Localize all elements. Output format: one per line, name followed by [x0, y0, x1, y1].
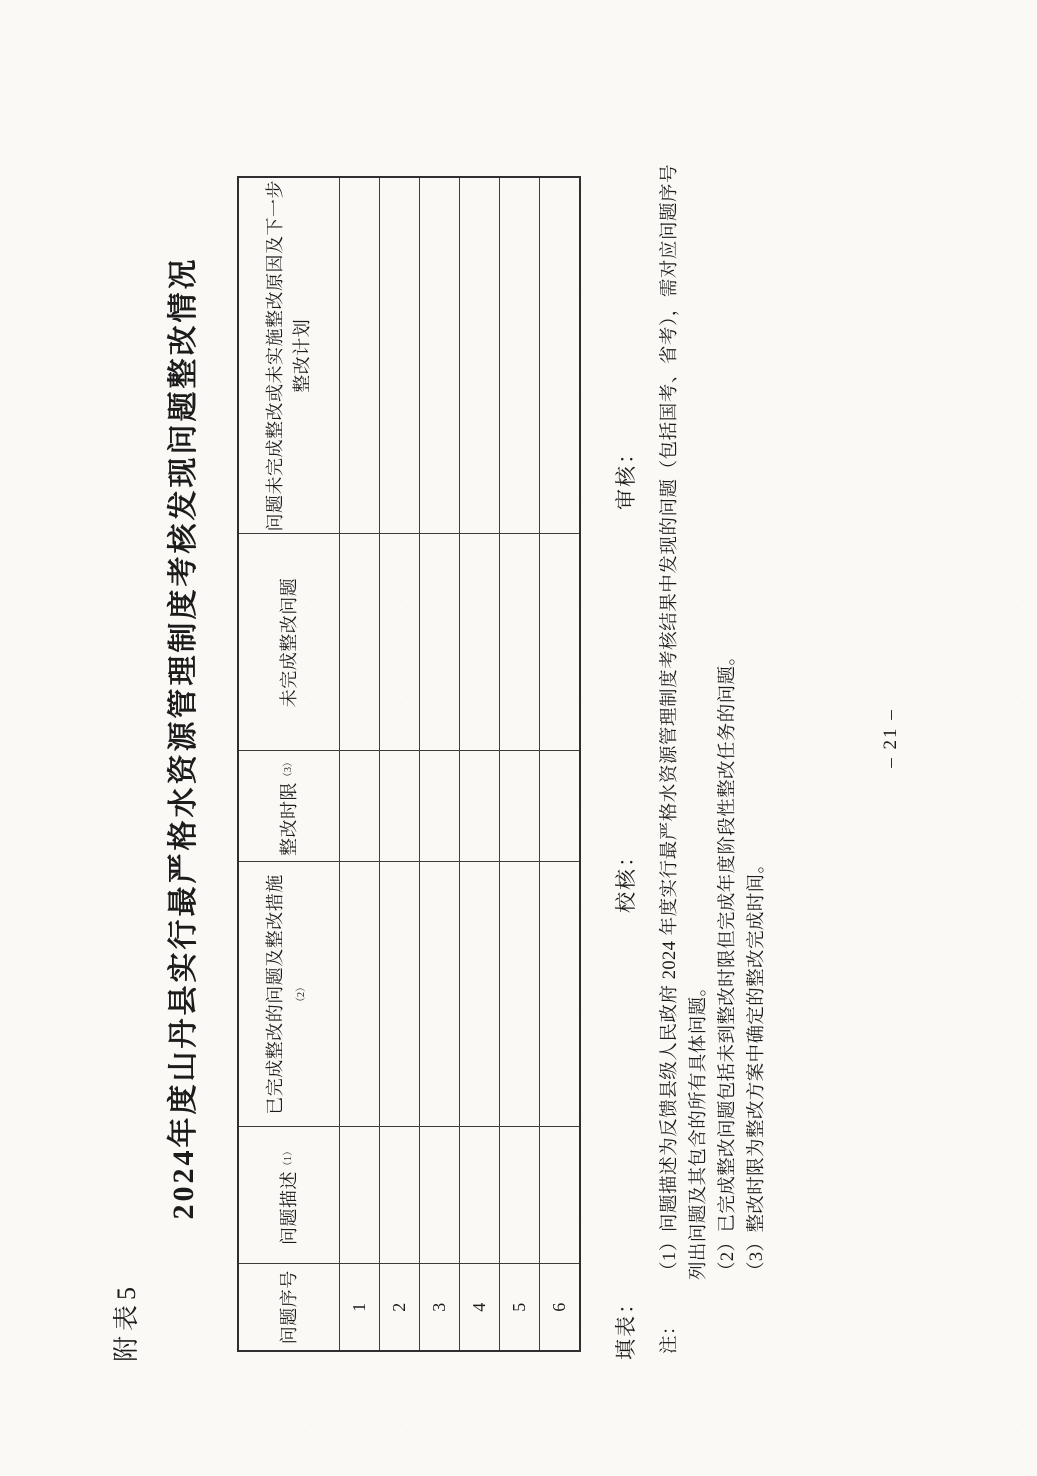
table-row [500, 177, 540, 1351]
signature-filler-label: 填表： [614, 1291, 638, 1360]
col-header-label: 整改时限 [278, 782, 299, 856]
attachment-label: 附表5 [112, 1281, 141, 1362]
empty-cell [420, 751, 460, 862]
note-item [743, 164, 772, 1354]
empty-cell [500, 177, 540, 534]
empty-cell [460, 177, 500, 534]
row-number-cell: 5 [500, 1264, 540, 1351]
note-text [656, 164, 714, 1280]
footnote-marker: （2） [296, 982, 307, 1007]
row-number-cell: 2 [380, 1264, 420, 1351]
empty-cell [420, 534, 460, 751]
empty-cell [460, 862, 500, 1127]
footnote-marker: （3） [282, 757, 294, 782]
row-number-cell: 6 [540, 1264, 581, 1351]
empty-cell [340, 1127, 380, 1264]
note-number: （1） [660, 1232, 680, 1280]
col-header-uncompleted-issues [238, 534, 340, 751]
empty-cell [540, 534, 581, 751]
empty-cell [540, 751, 581, 862]
notes-prefix: 注： [660, 1316, 680, 1354]
note-number: （3） [747, 1232, 767, 1280]
row-number-cell: 1 [340, 1264, 380, 1351]
col-header-completed-rectification [238, 862, 340, 1127]
signature-checker-label: 校核： [614, 844, 638, 913]
col-header-issue-description [238, 1127, 340, 1264]
table-row [340, 177, 380, 1351]
note-text [714, 164, 743, 1280]
empty-cell [420, 177, 460, 534]
footnote-marker: （1） [282, 1146, 294, 1171]
col-header-issue-number [238, 1264, 340, 1351]
empty-cell [340, 862, 380, 1127]
note-number: （2） [718, 1232, 738, 1280]
note-item [714, 164, 743, 1354]
table-row [420, 177, 460, 1351]
empty-cell [380, 751, 420, 862]
empty-cell [460, 534, 500, 751]
row-number-cell: 4 [460, 1264, 500, 1351]
rectification-table [237, 176, 581, 1352]
table-row [460, 177, 500, 1351]
note-text [743, 164, 772, 1280]
empty-cell [500, 1127, 540, 1264]
notes-block [656, 164, 772, 1354]
col-header-label: 问题未完成整改或未实施整改原因及下一步整改计划 [265, 180, 312, 532]
note-item [656, 164, 714, 1354]
note-content: 整改时限为整改方案中确定的整改完成时间。 [747, 854, 767, 1233]
empty-cell [540, 862, 581, 1127]
empty-cell [540, 177, 581, 534]
col-header-label: 未完成整改问题 [278, 577, 299, 708]
row-number-cell: 3 [420, 1264, 460, 1351]
empty-cell [500, 534, 540, 751]
table-row [540, 177, 581, 1351]
table-header-row [238, 177, 340, 1351]
empty-cell [500, 862, 540, 1127]
empty-cell [340, 177, 380, 534]
col-header-reason-and-plan [238, 177, 340, 534]
empty-cell [420, 862, 460, 1127]
table-row [380, 177, 420, 1351]
empty-cell [380, 534, 420, 751]
page-title: 2024年度山丹县实行最严格水资源管理制度考核发现问题整改情况 [167, 256, 200, 1220]
empty-cell [380, 1127, 420, 1264]
empty-cell [420, 1127, 460, 1264]
note-content: 问题描述为反馈县级人民政府 2024 年度实行最严格水资源管理制度考核结果中发现的问题（包括国考、省考），需对应问题序号列出问题及其包含的所有具体问题。 [660, 163, 709, 1280]
empty-cell [340, 534, 380, 751]
empty-cell [460, 751, 500, 862]
empty-cell [460, 1127, 500, 1264]
signature-reviewer-label: 审核： [614, 441, 638, 510]
note-content: 已完成整改问题包括未到整改时限但完成年度阶段性整改任务的问题。 [718, 646, 738, 1233]
col-header-label: 已完成整改的问题及整改措施 [265, 874, 285, 1115]
col-header-label: 问题序号 [278, 1270, 299, 1345]
col-header-label: 问题描述 [278, 1171, 299, 1245]
empty-cell [380, 177, 420, 534]
empty-cell [500, 751, 540, 862]
page-number: – 21 – [880, 708, 901, 768]
col-header-rectification-deadline [238, 751, 340, 862]
empty-cell [380, 862, 420, 1127]
empty-cell [340, 751, 380, 862]
empty-cell [540, 1127, 581, 1264]
